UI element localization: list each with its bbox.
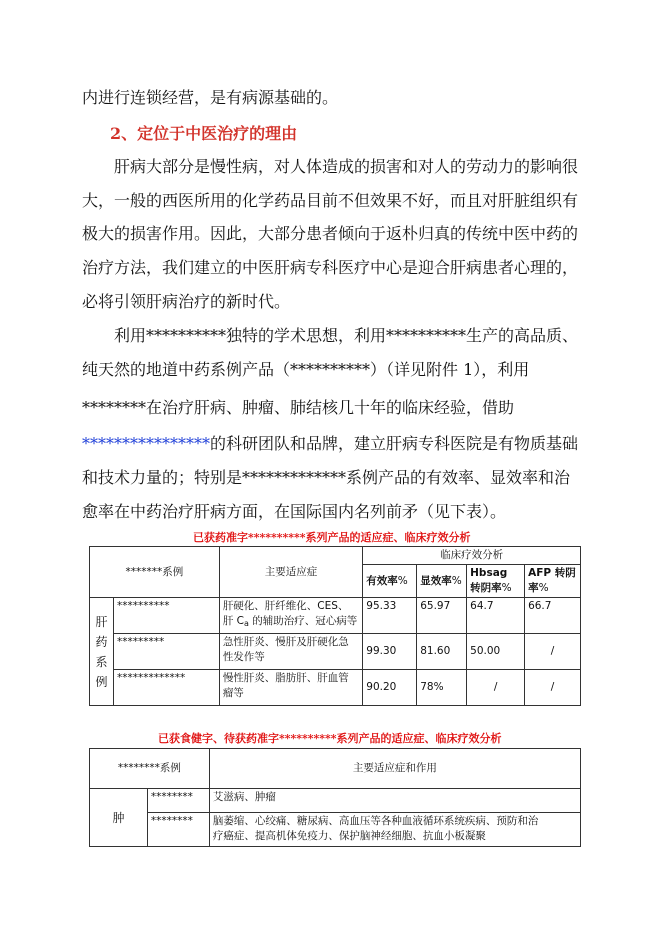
header-indication: 主要适应症	[219, 547, 362, 598]
highlighted-name: ****************	[82, 434, 210, 453]
table-row	[90, 634, 581, 670]
effective-rate: 90.20	[363, 670, 417, 706]
table-row	[90, 598, 581, 634]
header-effective: 有效率%	[363, 565, 417, 598]
paragraph-2-line: 纯天然的地道中药系例产品（**********）（详见附件 1），利用	[82, 360, 530, 379]
series-name: *********	[113, 634, 219, 670]
header-clinical: 临床疗效分析	[363, 547, 581, 565]
afp-rate: /	[525, 670, 581, 706]
paragraph-1-line: 大，一般的西医所用的化学药品目前不但效果不好，而且对肝脏组织有	[82, 191, 579, 210]
indication: 脑萎缩、心绞痛、糖尿病、高血压等各种血液循环系统疾病、预防和治 疗癌症、提高机体免疫力、保护脑神经细胞、抗血小板凝聚	[209, 813, 580, 847]
effective-rate: 99.30	[363, 634, 417, 670]
table-2	[89, 748, 581, 847]
paragraph-1-line: 治疗方法，我们建立的中医肝病专科医疗中心是迎合肝病患者心理的，	[82, 258, 579, 277]
marked-rate: 81.60	[417, 634, 467, 670]
series-name: *************	[113, 670, 219, 706]
header-hbsag: Hbsag 转阴率%	[467, 565, 525, 598]
paragraph-2-line: ********在治疗肝病、肿瘤、肺结核几十年的临床经验，借助	[82, 398, 515, 417]
table-row	[90, 789, 581, 813]
indication: 肝硬化、肝纤维化、CES、 肝 $C_a$ 的辅助治疗、冠心病等	[219, 598, 362, 634]
marked-rate: 65.97	[417, 598, 467, 634]
table-row	[90, 670, 581, 706]
hbsag-rate: 64.7	[467, 598, 525, 634]
table-1	[89, 546, 581, 706]
afp-rate: /	[525, 634, 581, 670]
afp-rate: 66.7	[525, 598, 581, 634]
group-label: 肝 药 系 例	[90, 598, 114, 706]
paragraph-2-text: 的科研团队和品牌，建立肝病专科医院是有物质基础	[210, 434, 579, 453]
marked-rate: 78%	[417, 670, 467, 706]
header-series: ********系例	[90, 749, 210, 789]
header-afp: AFP 转阴率%	[525, 565, 581, 598]
effective-rate: 95.33	[363, 598, 417, 634]
header-series: *******系例	[90, 547, 220, 598]
paragraph-2-line: 愈率在中药治疗肝病方面，在国际国内名列前矛（见下表）。	[82, 502, 507, 521]
series-name: ********	[147, 789, 209, 813]
paragraph-1-line: 肝病大部分是慢性病，对人体造成的损害和对人的劳动力的影响很	[114, 157, 579, 176]
series-name: ********	[147, 813, 209, 847]
hbsag-rate: /	[467, 670, 525, 706]
indication: 艾滋病、肿瘤	[209, 789, 580, 813]
paragraph-continuation: 内进行连锁经营，是有病源基础的。	[82, 88, 339, 107]
table-2-caption: 已获食健字、待获药准字**********系列产品的适应症、临床疗效分析	[158, 732, 502, 745]
section-heading: 2、定位于中医治疗的理由	[110, 124, 298, 143]
series-name: **********	[113, 598, 219, 634]
header-indication: 主要适应症和作用	[209, 749, 580, 789]
table-row	[90, 813, 581, 847]
paragraph-1-line: 极大的损害作用。因此，大部分患者倾向于返朴归真的传统中医中药的	[82, 224, 579, 243]
paragraph-1-line: 必将引领肝病治疗的新时代。	[82, 292, 291, 311]
indication: 慢性肝炎、脂肪肝、肝血管 瘤等	[219, 670, 362, 706]
table-1-caption: 已获药准字**********系列产品的适应症、临床疗效分析	[193, 531, 471, 544]
indication: 急性肝炎、慢肝及肝硬化急 性发作等	[219, 634, 362, 670]
paragraph-2-line: 和技术力量的；特别是*************系例产品的有效率、显效率和治	[82, 468, 571, 487]
hbsag-rate: 50.00	[467, 634, 525, 670]
group-label: 肿	[90, 789, 148, 847]
header-marked: 显效率%	[417, 565, 467, 598]
paragraph-2-line: 利用**********独特的学术思想，利用**********生产的高品质、	[114, 326, 579, 345]
paragraph-2-line	[82, 434, 578, 454]
